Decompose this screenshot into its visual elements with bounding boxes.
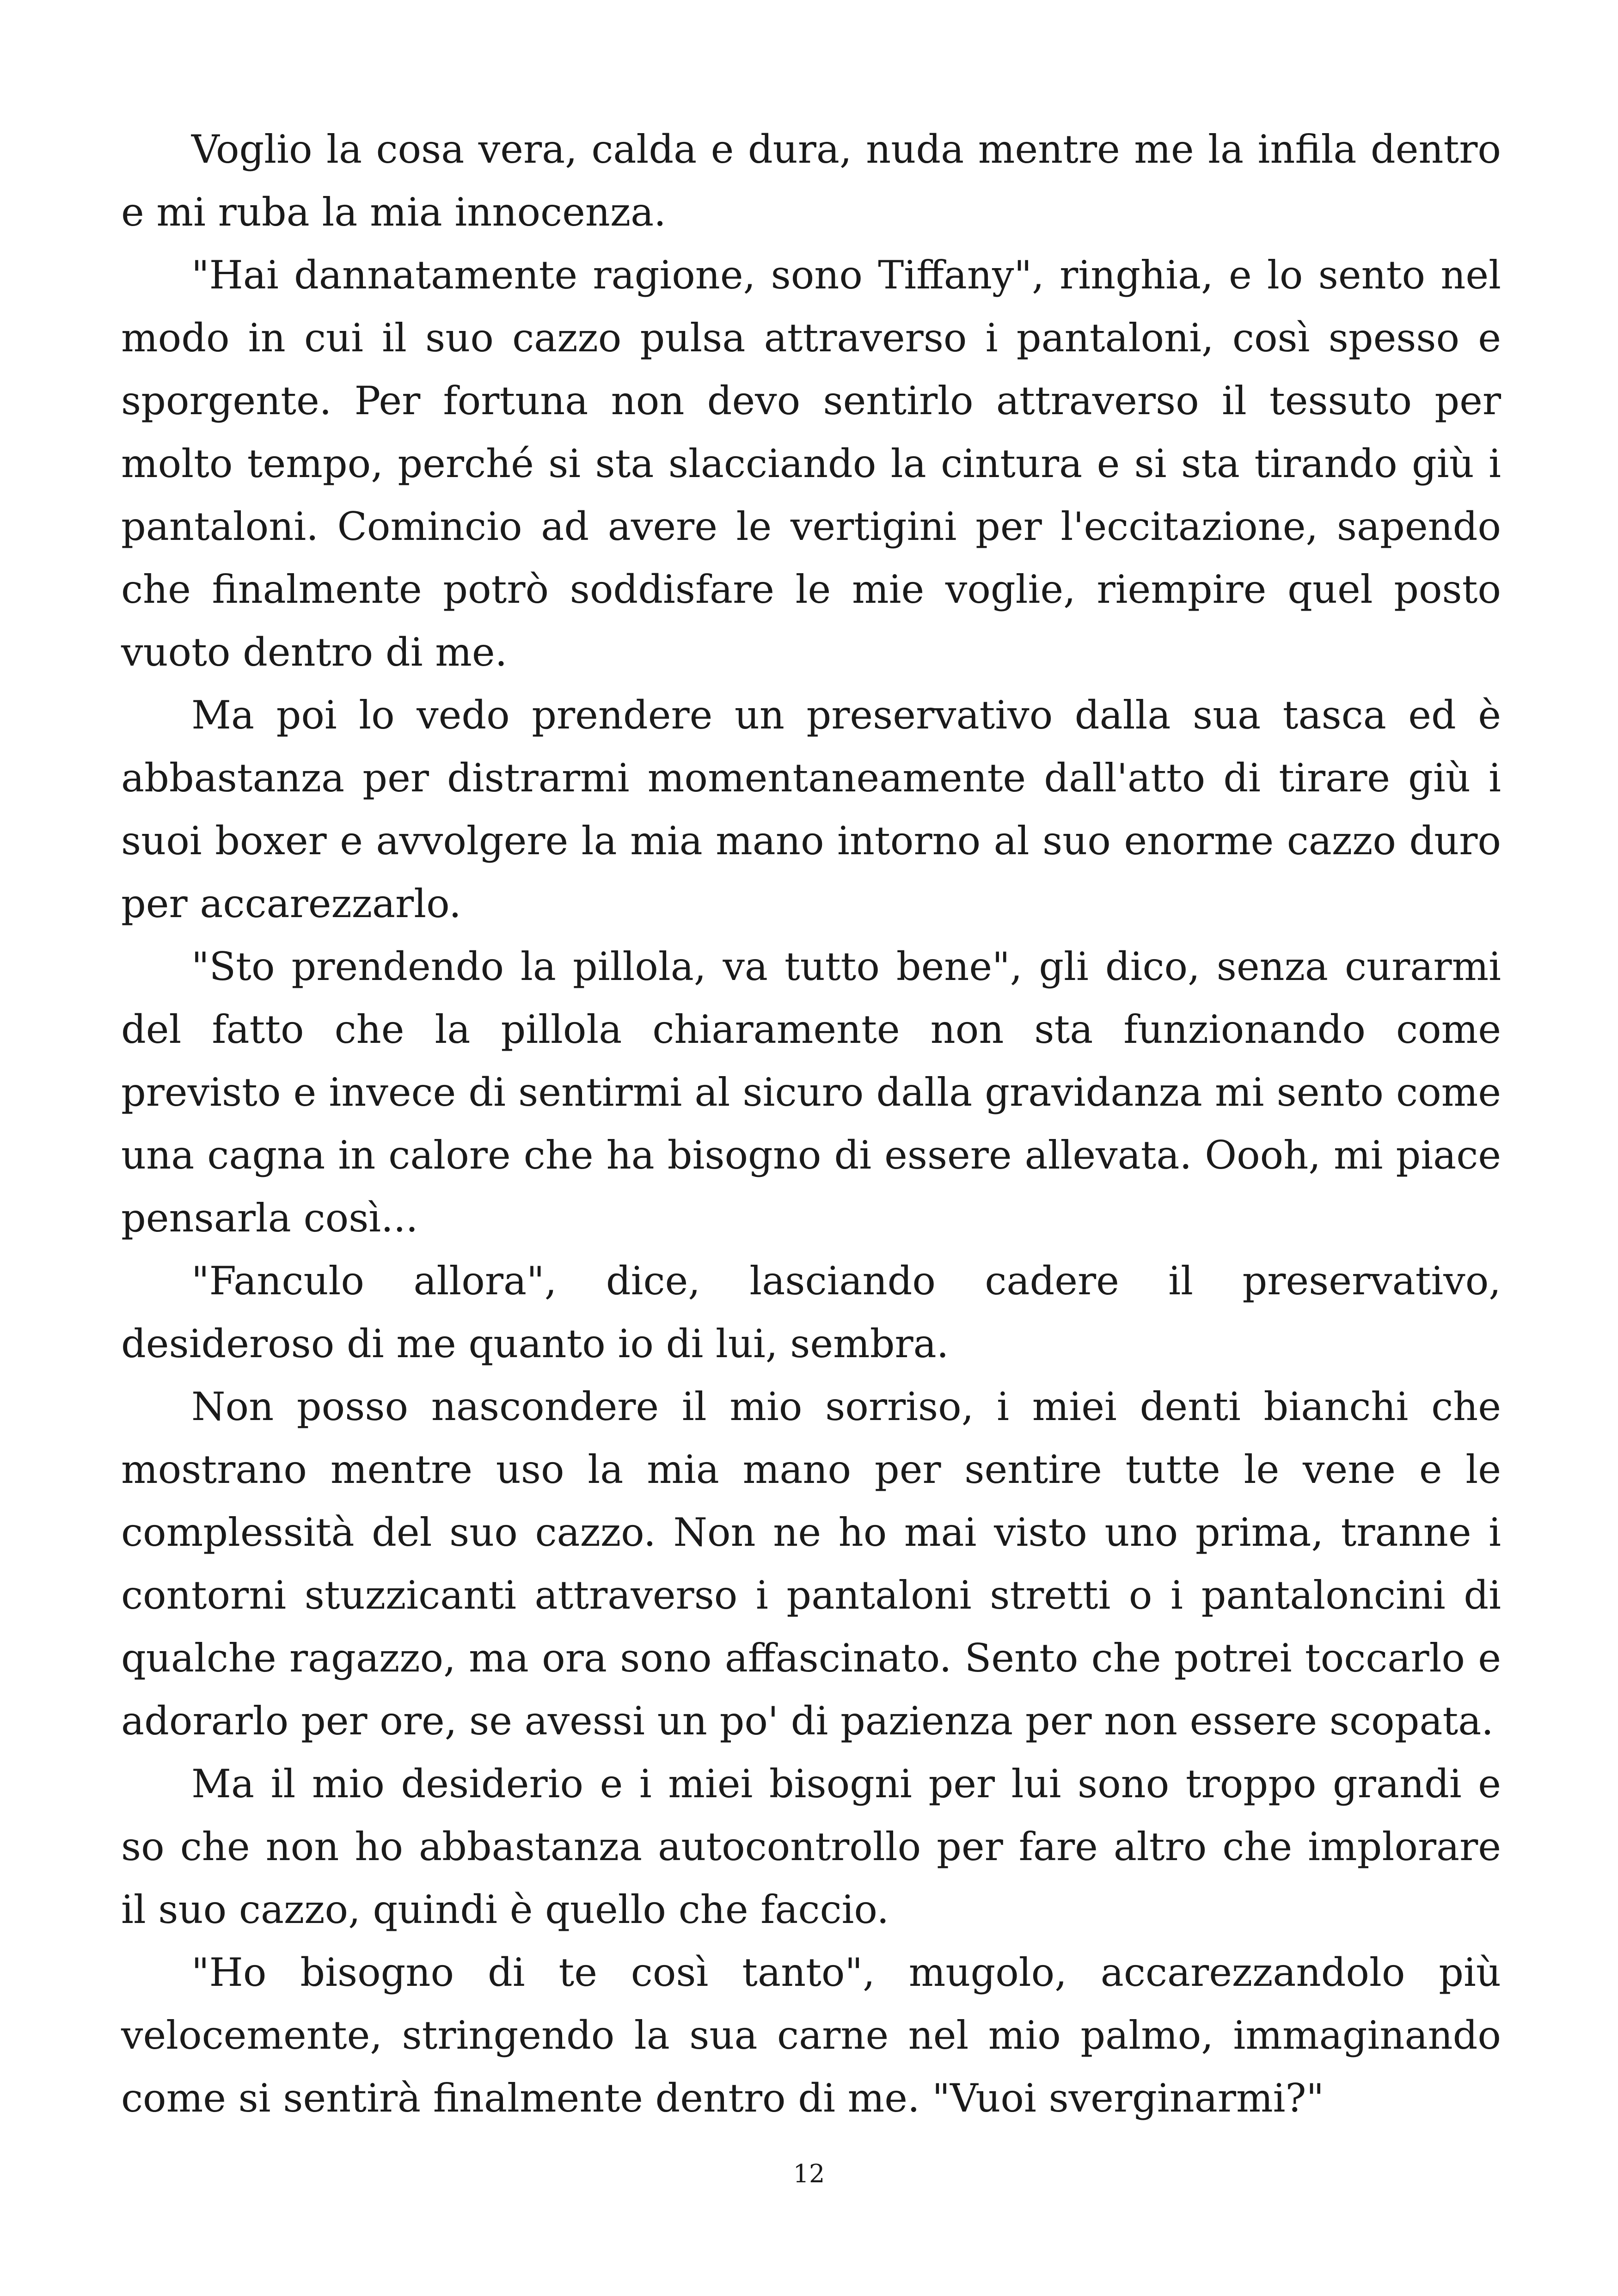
body-text	[121, 118, 1501, 2130]
paragraph-1: Voglio la cosa vera, calda e dura, nuda mentre me la infila dentro e mi ruba la mia innocenza.	[121, 127, 1501, 235]
paragraph-3: Ma poi lo vedo prendere un preservativo dalla sua tasca ed è abbastanza per distrarmi momentaneamente dall'atto di tirare giù i suoi boxer e avvolgere la mia mano intorno al suo enorme cazzo duro per accarezzarlo.	[121, 692, 1501, 926]
paragraph-2: "Hai dannatamente ragione, sono Tiffany", ringhia, e lo sento nel modo in cui il suo cazzo pulsa attraverso i pantaloni, così spesso e sporgente. Per fortuna non devo sentirlo attraverso il tessuto per molto tempo, perché si sta slacciando la cintura e si sta tirando giù i pantaloni. Comincio ad avere le vertigini per l'eccitazione, sapendo che finalmente potrò soddisfare le mie voglie, riempire quel posto vuoto dentro di me.	[121, 252, 1501, 675]
paragraph-4: "Sto prendendo la pillola, va tutto bene", gli dico, senza curarmi del fatto che la pillola chiaramente non sta funzionando come previsto e invece di sentirmi al sicuro dalla gravidanza mi sento come una cagna in calore che ha bisogno di essere allevata. Oooh, mi piace pensarla così...	[121, 944, 1501, 1241]
page-number: 12	[793, 2159, 825, 2188]
paragraph-5: "Fanculo allora", dice, lasciando cadere il preservativo, desideroso di me quanto io di lui, sembra.	[121, 1258, 1501, 1366]
paragraph-8: "Ho bisogno di te così tanto", mugolo, accarezzandolo più velocemente, stringendo la sua carne nel mio palmo, immaginando come si sentirà finalmente dentro di me. "Vuoi sverginarmi?"	[121, 1950, 1501, 2121]
paragraph-7: Ma il mio desiderio e i miei bisogni per lui sono troppo grandi e so che non ho abbastanza autocontrollo per fare altro che implorare il suo cazzo, quindi è quello che faccio.	[121, 1761, 1501, 1932]
paragraph-6: Non posso nascondere il mio sorriso, i miei denti bianchi che mostrano mentre uso la mia mano per sentire tutte le vene e le complessità del suo cazzo. Non ne ho mai visto uno prima, tranne i contorni stuzzicanti attraverso i pantaloni stretti o i pantaloncini di qualche ragazzo, ma ora sono affascinato. Sento che potrei toccarlo e adorarlo per ore, se avessi un po' di pazienza per non essere scopata.	[121, 1384, 1501, 1744]
